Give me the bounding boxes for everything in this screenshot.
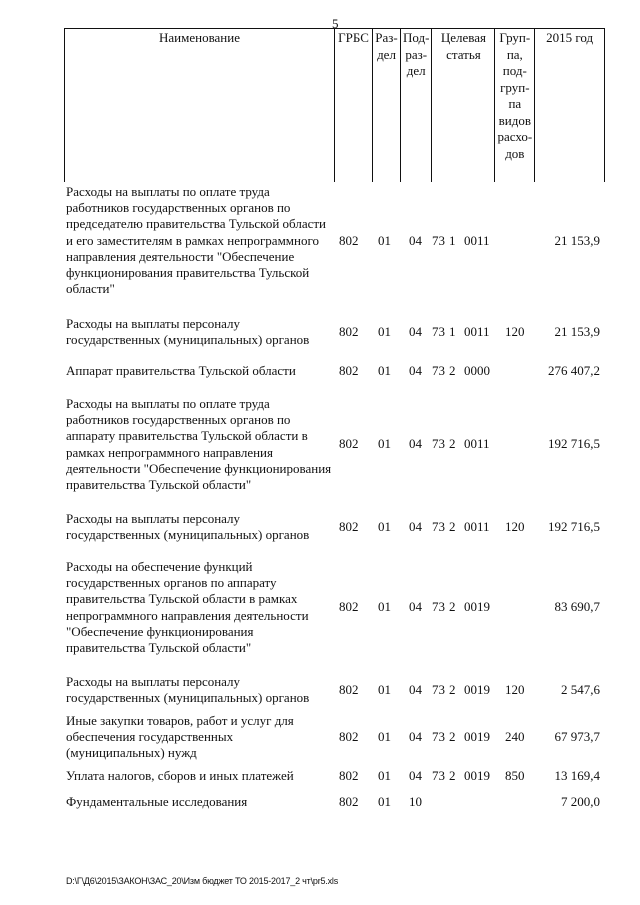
row-target-program: 73: [432, 682, 445, 697]
header-group: Груп- па, под- груп- па видов расхо- дов: [495, 29, 535, 183]
row-amount: 21 153,9: [554, 233, 600, 248]
row-amount: 13 169,4: [554, 768, 600, 783]
row-target-subprogram: 2: [449, 768, 456, 783]
row-razdel: 01: [378, 519, 391, 534]
row-podrazdel: 10: [409, 794, 422, 809]
row-expense-type: 850: [505, 768, 525, 783]
row-grbs: 802: [339, 519, 359, 534]
row-razdel: 01: [378, 324, 391, 339]
row-name: Расходы на обеспечение функций государственных органов по аппарату правительства Тульской области в рамках непрограммного направления деятельности "Обеспечение функционирования правительства Тульской области": [66, 559, 309, 656]
row-target-subprogram: 2: [449, 599, 456, 614]
row-name: Уплата налогов, сборов и иных платежей: [66, 768, 294, 783]
row-amount: 67 973,7: [554, 729, 600, 744]
row-razdel: 01: [378, 233, 391, 248]
row-podrazdel: 04: [409, 233, 422, 248]
row-target-direction: 0011: [464, 519, 490, 534]
row-podrazdel: 04: [409, 682, 422, 697]
file-path-footer: D:\Г\Д6\2015\ЗАКОН\ЗАС_20\Изм бюджет ТО 2015-2017_2 чт\pr5.xls: [66, 876, 338, 886]
row-podrazdel: 04: [409, 324, 422, 339]
row-target-subprogram: 2: [449, 519, 456, 534]
row-podrazdel: 04: [409, 768, 422, 783]
row-target-program: 73: [432, 599, 445, 614]
row-target-direction: 0011: [464, 324, 490, 339]
row-name: Расходы на выплаты персоналу государственных (муниципальных) органов: [66, 316, 310, 348]
row-target-subprogram: 2: [449, 436, 456, 451]
row-name: Расходы на выплаты по оплате труда работников государственных органов по аппарату правительства Тульской области в рамках непрограммного направления деятельности "Обеспечение функционирования правительства Тульской области": [66, 396, 332, 493]
row-target-direction: 0019: [464, 729, 490, 744]
row-target-direction: 0011: [464, 436, 490, 451]
row-razdel: 01: [378, 363, 391, 378]
row-amount: 192 716,5: [548, 436, 600, 451]
row-name: Иные закупки товаров, работ и услуг для обеспечения государственных (муниципальных) нужд: [66, 713, 294, 761]
page-number: 5: [332, 16, 339, 31]
row-expense-type: 240: [505, 729, 525, 744]
row-expense-type: 120: [505, 682, 525, 697]
row-expense-type: 120: [505, 324, 525, 339]
row-target-program: 73: [432, 436, 445, 451]
row-amount: 192 716,5: [548, 519, 600, 534]
row-target-subprogram: 2: [449, 363, 456, 378]
row-expense-type: 120: [505, 519, 525, 534]
row-target-subprogram: 2: [449, 729, 456, 744]
row-name: Расходы на выплаты персоналу государственных (муниципальных) органов: [66, 511, 310, 543]
row-target-program: 73: [432, 233, 445, 248]
row-podrazdel: 04: [409, 599, 422, 614]
row-target-direction: 0019: [464, 599, 490, 614]
row-razdel: 01: [378, 794, 391, 809]
row-grbs: 802: [339, 729, 359, 744]
row-target-program: 73: [432, 768, 445, 783]
row-name: Фундаментальные исследования: [66, 794, 248, 809]
header-target: Целевая статья: [432, 29, 495, 183]
header-name: Наименование: [65, 29, 335, 183]
row-target-program: 73: [432, 324, 445, 339]
row-target-subprogram: 1: [449, 233, 456, 248]
row-razdel: 01: [378, 729, 391, 744]
row-podrazdel: 04: [409, 436, 422, 451]
row-amount: 21 153,9: [554, 324, 600, 339]
row-target-direction: 0019: [464, 768, 490, 783]
table-header: [64, 28, 605, 182]
row-amount: 276 407,2: [548, 363, 600, 378]
header-grbs: ГРБС: [335, 29, 373, 183]
row-podrazdel: 04: [409, 729, 422, 744]
row-grbs: 802: [339, 768, 359, 783]
row-name: Аппарат правительства Тульской области: [66, 363, 296, 378]
row-grbs: 802: [339, 599, 359, 614]
row-target-program: 73: [432, 729, 445, 744]
row-podrazdel: 04: [409, 363, 422, 378]
row-amount: 83 690,7: [554, 599, 600, 614]
row-target-direction: 0019: [464, 682, 490, 697]
row-name: Расходы на выплаты персоналу государственных (муниципальных) органов: [66, 674, 310, 706]
row-target-subprogram: 2: [449, 682, 456, 697]
row-grbs: 802: [339, 436, 359, 451]
header-razdel: Раз- дел: [373, 29, 401, 183]
row-amount: 7 200,0: [561, 794, 600, 809]
row-target-direction: 0000: [464, 363, 490, 378]
row-grbs: 802: [339, 324, 359, 339]
row-target-program: 73: [432, 363, 445, 378]
row-target-direction: 0011: [464, 233, 490, 248]
row-razdel: 01: [378, 768, 391, 783]
header-podrazdel: Под- раз- дел: [401, 29, 432, 183]
row-grbs: 802: [339, 682, 359, 697]
row-amount: 2 547,6: [561, 682, 600, 697]
row-grbs: 802: [339, 233, 359, 248]
row-podrazdel: 04: [409, 519, 422, 534]
header-year: 2015 год: [535, 29, 605, 183]
row-grbs: 802: [339, 794, 359, 809]
row-grbs: 802: [339, 363, 359, 378]
row-name: Расходы на выплаты по оплате труда работников государственных органов по председателю правительства Тульской области и его заместителям в рамках непрограммного направления деятельности "Обеспечение функционирования правительства Тульской области": [66, 184, 326, 297]
row-razdel: 01: [378, 682, 391, 697]
row-target-subprogram: 1: [449, 324, 456, 339]
row-razdel: 01: [378, 436, 391, 451]
row-target-program: 73: [432, 519, 445, 534]
row-razdel: 01: [378, 599, 391, 614]
